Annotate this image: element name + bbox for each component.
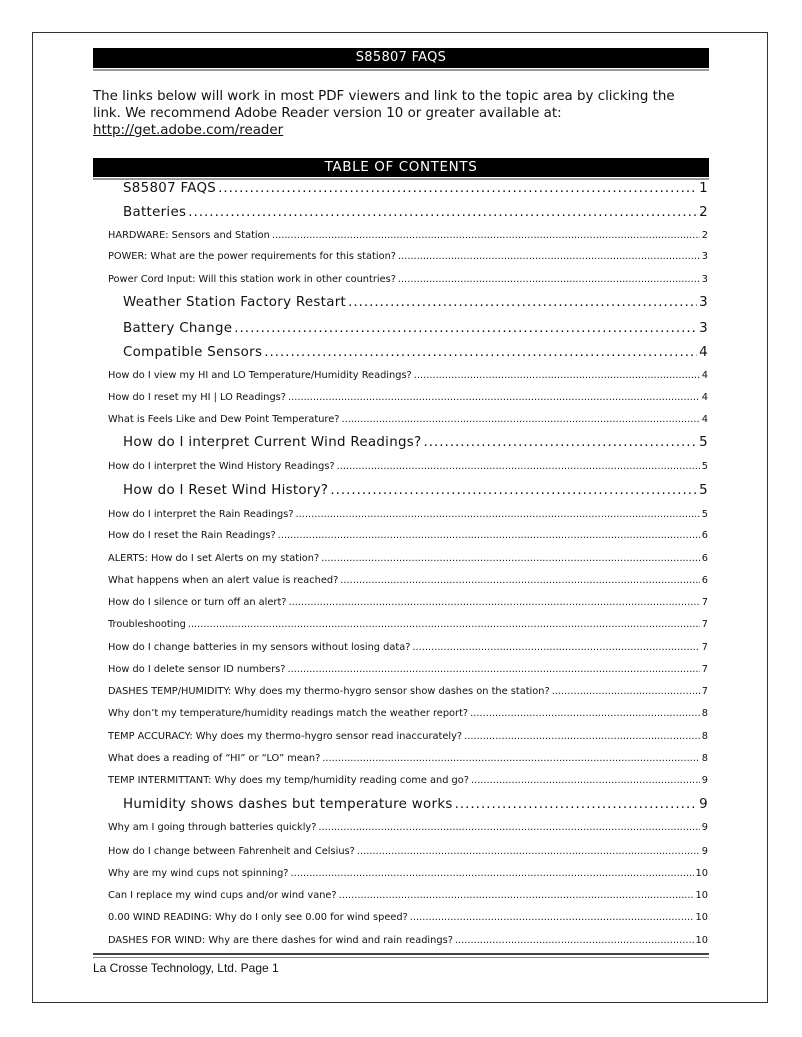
toc-entry-page: 9 [701,846,708,857]
toc-entry-text: DASHES FOR WIND: Why are there dashes for wind and rain readings? [108,935,453,946]
toc-entry-page: 6 [701,530,708,541]
toc-entry-page: 4 [701,370,708,381]
toc-entry-text: How do I reset my HI | LO Readings? [108,392,286,403]
toc-entry-page: 3 [699,295,708,310]
toc-entry-text: What is Feels Like and Dew Point Temperature? [108,414,340,425]
toc-entry-page: 7 [701,597,708,608]
toc-entry-page: 5 [699,483,708,498]
toc-entry-text: Why don’t my temperature/humidity readings match the weather report? [108,708,469,719]
toc-entry[interactable] [108,890,708,901]
page-footer: La Crosse Technology, Ltd. Page 1 [93,961,279,975]
toc-entry-text: POWER: What are the power requirements for this station? [108,251,396,262]
toc-entry-page: 2 [701,230,708,241]
toc-entry-page: 1 [699,181,708,196]
toc-entry[interactable] [108,822,708,833]
toc-entry-text: Weather Station Factory Restart [123,295,347,310]
toc-entry-page: 5 [701,461,708,472]
toc-entry[interactable] [108,686,708,697]
toc-entry-page: 3 [699,321,708,336]
toc-entry-page: 8 [701,753,708,764]
toc-entry[interactable] [108,414,708,425]
toc-entry[interactable] [108,664,708,675]
toc-entry-page: 10 [695,912,708,923]
toc-entry-page: 4 [699,345,708,360]
toc-entry-page: 8 [701,708,708,719]
toc-entry[interactable] [108,597,708,608]
toc-entry-text: What happens when an alert value is reached? [108,575,339,586]
toc-entry-text: How do I silence or turn off an alert? [108,597,287,608]
toc-entry[interactable] [123,435,708,450]
toc-entry-page: 10 [695,935,708,946]
toc-entry-page: 6 [701,575,708,586]
toc-entry[interactable] [108,619,708,630]
toc-entry-page: 5 [701,509,708,520]
footer-divider-secondary [93,957,709,958]
toc-entry-page: 7 [701,664,708,675]
toc-entry-text: How do I Reset Wind History? [123,483,329,498]
toc-entry-page: 3 [701,274,708,285]
page-title: S85807 FAQS [93,48,709,68]
toc-entry-page: 3 [701,251,708,262]
toc-entry[interactable] [123,295,708,310]
toc-entry[interactable] [108,392,708,403]
toc-entry-text: HARDWARE: Sensors and Station [108,230,270,241]
toc-entry[interactable] [108,370,708,381]
toc-entry[interactable] [108,708,708,719]
toc-entry-text: TEMP ACCURACY: Why does my thermo-hygro sensor read inaccurately? [108,731,463,742]
toc-entry[interactable] [108,553,708,564]
toc-entry[interactable] [108,251,708,262]
toc-entry[interactable] [108,935,708,946]
toc-entry[interactable] [108,753,708,764]
toc-entry-text: Troubleshooting [108,619,186,630]
toc-entry[interactable] [108,775,708,786]
toc-entry-page: 10 [695,868,708,879]
toc-entry-page: 10 [695,890,708,901]
toc-entry[interactable] [123,797,708,812]
footer-divider [93,953,709,955]
toc-entry[interactable] [108,642,708,653]
toc-entry[interactable] [123,181,708,196]
toc-entry[interactable] [123,345,708,360]
intro-text: The links below will work in most PDF viewers and link to the topic area by clicking the link. We recommend Adobe Reader version 10 or greater available at: [93,89,675,121]
toc-entry-text: TEMP INTERMITTANT: Why does my temp/humidity reading come and go? [108,775,469,786]
toc-entry-text: DASHES TEMP/HUMIDITY: Why does my thermo-hygro sensor show dashes on the station? [108,686,550,697]
toc-entry-page: 6 [701,553,708,564]
toc-entry[interactable] [108,731,708,742]
toc-entry[interactable] [108,575,708,586]
toc-entry-page: 4 [701,414,708,425]
toc-entry-page: 7 [701,642,708,653]
toc-title: TABLE OF CONTENTS [93,158,709,177]
toc-entry-text: What does a reading of “HI” or “LO” mean? [108,753,321,764]
toc-entry-page: 9 [701,822,708,833]
toc-entry[interactable] [108,912,708,923]
toc-entry-text: How do I interpret the Wind History Readings? [108,461,335,472]
toc-entry-text: How do I change batteries in my sensors without losing data? [108,642,411,653]
toc-entry-text: Humidity shows dashes but temperature works [123,797,453,812]
toc-entry-text: Compatible Sensors [123,345,263,360]
toc-entry-text: How do I change between Fahrenheit and Celsius? [108,846,355,857]
toc-entry[interactable] [108,530,708,541]
toc-entry-text: How do I view my HI and LO Temperature/Humidity Readings? [108,370,412,381]
toc-entry[interactable] [108,846,708,857]
toc-entry-text: How do I reset the Rain Readings? [108,530,276,541]
toc-entry[interactable] [108,274,708,285]
toc-entry-text: How do I delete sensor ID numbers? [108,664,286,675]
adobe-reader-link[interactable]: http://get.adobe.com/reader [93,123,284,138]
toc-entry-text: 0.00 WIND READING: Why do I only see 0.00 for wind speed? [108,912,408,923]
toc-entry-text: How do I interpret the Rain Readings? [108,509,294,520]
toc-entry-page: 9 [699,797,708,812]
toc-entry-text: Why are my wind cups not spinning? [108,868,289,879]
toc-entry-page: 8 [701,731,708,742]
toc-entry[interactable] [123,205,708,220]
toc-entry-page: 5 [699,435,708,450]
toc-entry-text: Power Cord Input: Will this station work in other countries? [108,274,396,285]
toc-entry-text: Can I replace my wind cups and/or wind vane? [108,890,337,901]
toc-entry-text: Why am I going through batteries quickly? [108,822,317,833]
toc-entry-page: 2 [699,205,708,220]
toc-entry-page: 7 [701,686,708,697]
toc-entry-text: How do I interpret Current Wind Readings? [123,435,422,450]
toc-entry-text: ALERTS: How do I set Alerts on my station? [108,553,320,564]
toc-entry[interactable] [108,461,708,472]
toc-entry-text: Batteries [123,205,187,220]
toc-entry-page: 4 [701,392,708,403]
toc-entry-page: 9 [701,775,708,786]
toc-entry[interactable] [108,509,708,520]
toc-entry-page: 7 [701,619,708,630]
toc-entry-text: Battery Change [123,321,233,336]
toc-entry[interactable] [108,230,708,241]
toc-entry[interactable] [123,321,708,336]
toc-entry[interactable] [123,483,708,498]
toc-entry-text: S85807 FAQS [123,181,217,196]
toc-entry[interactable] [108,868,708,879]
